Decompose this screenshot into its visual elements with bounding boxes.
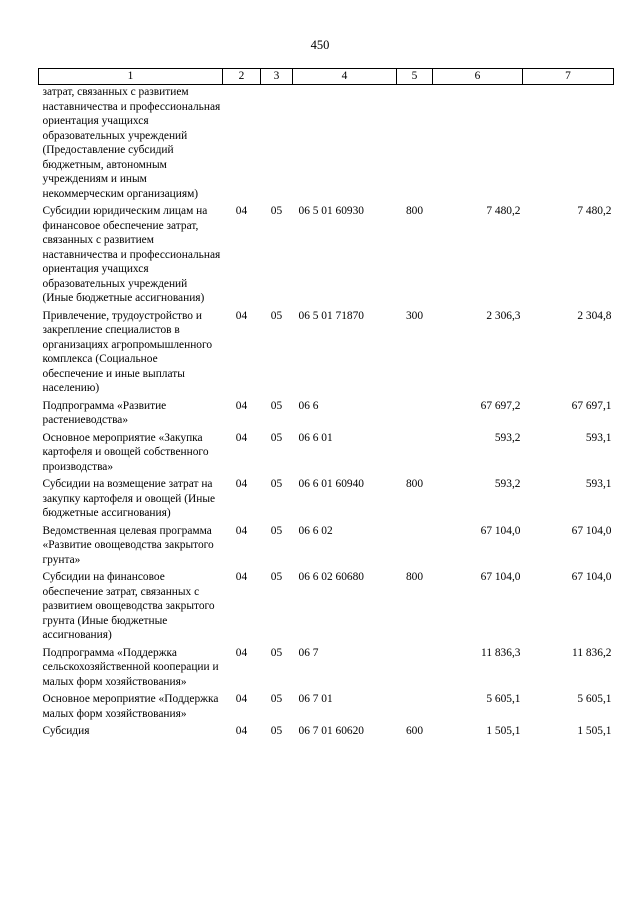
budget-table: [38, 68, 614, 742]
section-cell: 04: [235, 524, 248, 537]
actual-amount-cell: 67 104,0: [571, 571, 612, 583]
table-row: [39, 646, 614, 693]
subsection-cell: 05: [270, 205, 283, 217]
target-article-cell: 06 5 01 60930: [298, 205, 364, 217]
plan-amount-cell: 5 605,1: [486, 693, 521, 705]
subsection-cell: [261, 85, 293, 205]
header-cell: 1: [39, 69, 223, 85]
section-cell: [223, 85, 261, 205]
target-article-cell: 06 6 02: [298, 524, 333, 537]
plan-amount-cell: [433, 85, 523, 205]
target-article-cell: 06 6: [298, 399, 319, 412]
row-name-cell: Субсидии юридическим лицам на финансовое обеспечение затрат, связанных с развитием наставничества и профессиональная ориентация учащихся образовательных учреждений (Иные бюджетные ассигнования): [42, 205, 221, 304]
target-article-cell: 06 7: [298, 646, 319, 659]
plan-amount-cell: 67 104,0: [480, 571, 521, 583]
subsection-cell: 05: [270, 725, 283, 737]
subsection-cell: 05: [270, 478, 283, 490]
section-cell: 04: [235, 399, 248, 412]
subsection-cell: 05: [270, 309, 283, 322]
target-article-cell: 06 5 01 71870: [298, 309, 364, 322]
plan-amount-cell: 1 505,1: [486, 725, 521, 737]
table-row: [39, 431, 614, 478]
plan-amount-cell: 67 104,0: [480, 524, 521, 537]
table-row: [39, 85, 614, 205]
section-cell: 04: [235, 309, 248, 322]
header-cell: 7: [523, 69, 614, 85]
table-row: [39, 570, 614, 646]
row-name-cell: Подпрограмма «Развитие растениеводства»: [42, 399, 167, 426]
header-row: [39, 69, 614, 85]
row-name-cell: Субсидии на возмещение затрат на закупку картофеля и овощей (Иные бюджетные ассигнования): [42, 478, 216, 519]
table-row: [39, 399, 614, 431]
expense-type-cell: [397, 399, 433, 431]
expense-type-cell: [397, 431, 433, 478]
plan-amount-cell: 593,2: [494, 478, 521, 490]
section-cell: 04: [235, 725, 248, 737]
target-article-cell: 06 7 01: [298, 693, 333, 705]
expense-type-cell: 800: [405, 205, 424, 217]
row-name-cell: Основное мероприятие «Закупка картофеля и овощей собственного производства»: [42, 431, 209, 473]
row-name-cell: затрат, связанных с развитием наставничества и профессиональная ориентация учащихся образовательных учреждений (Предоставление субсидий бюджетным, автономным учреждениям и иным некоммерческим организациям): [42, 86, 221, 200]
subsection-cell: 05: [270, 431, 283, 444]
actual-amount-cell: 1 505,1: [577, 725, 612, 737]
table-row: [39, 524, 614, 571]
row-name-cell: Субсидии на финансовое обеспечение затрат, связанных с развитием овощеводства закрытого грунта (Иные бюджетные ассигнования): [42, 571, 215, 641]
expense-type-cell: 300: [405, 309, 424, 322]
page-number: 450: [310, 38, 330, 52]
row-name-cell: Подпрограмма «Поддержка сельскохозяйственной кооперации и малых форм хозяйствования»: [42, 646, 219, 688]
table-row: [39, 692, 614, 724]
expense-type-cell: 800: [405, 478, 424, 490]
table-row: [39, 309, 614, 399]
table-row: [39, 477, 614, 524]
row-name-cell: Привлечение, трудоустройство и закрепление специалистов в организациях агропромышленного комплекса (Социальное обеспечение и иные выплаты населению): [42, 309, 213, 394]
section-cell: 04: [235, 646, 248, 659]
expense-type-cell: [397, 692, 433, 724]
actual-amount-cell: 593,1: [585, 478, 612, 490]
subsection-cell: 05: [270, 693, 283, 705]
header-cell: 6: [433, 69, 523, 85]
section-cell: 04: [235, 431, 248, 444]
plan-amount-cell: 7 480,2: [486, 205, 521, 217]
expense-type-cell: [397, 524, 433, 571]
table-row: [39, 204, 614, 309]
plan-amount-cell: 11 836,3: [481, 646, 521, 659]
target-article-cell: 06 6 02 60680: [298, 571, 364, 583]
target-article-cell: 06 7 01 60620: [298, 725, 364, 737]
section-cell: 04: [235, 478, 248, 490]
section-cell: 04: [235, 205, 248, 217]
expense-type-cell: [397, 85, 433, 205]
section-cell: 04: [235, 571, 248, 583]
expense-type-cell: [397, 646, 433, 693]
actual-amount-cell: 2 304,8: [577, 309, 612, 322]
subsection-cell: 05: [270, 524, 283, 537]
row-name-cell: Субсидия: [42, 725, 90, 737]
actual-amount-cell: 67 104,0: [571, 524, 612, 537]
actual-amount-cell: 67 697,1: [571, 399, 612, 412]
actual-amount-cell: 11 836,2: [572, 646, 612, 659]
row-name-cell: Ведомственная целевая программа «Развитие овощеводства закрытого грунта»: [42, 524, 214, 566]
plan-amount-cell: 2 306,3: [486, 309, 521, 322]
actual-amount-cell: [523, 85, 614, 205]
header-cell: 5: [397, 69, 433, 85]
actual-amount-cell: 5 605,1: [577, 693, 612, 705]
row-name-cell: Основное мероприятие «Поддержка малых форм хозяйствования»: [42, 693, 219, 720]
target-article-cell: [293, 85, 397, 205]
header-cell: 2: [223, 69, 261, 85]
header-cell: 4: [293, 69, 397, 85]
expense-type-cell: 600: [405, 725, 424, 737]
actual-amount-cell: 593,1: [585, 431, 612, 444]
expense-type-cell: 800: [405, 571, 424, 583]
section-cell: 04: [235, 693, 248, 705]
plan-amount-cell: 67 697,2: [480, 399, 521, 412]
subsection-cell: 05: [270, 399, 283, 412]
target-article-cell: 06 6 01: [298, 431, 333, 444]
actual-amount-cell: 7 480,2: [577, 205, 612, 217]
table-row: [39, 724, 614, 742]
header-cell: 3: [261, 69, 293, 85]
plan-amount-cell: 593,2: [494, 431, 521, 444]
target-article-cell: 06 6 01 60940: [298, 478, 364, 490]
subsection-cell: 05: [270, 571, 283, 583]
subsection-cell: 05: [270, 646, 283, 659]
